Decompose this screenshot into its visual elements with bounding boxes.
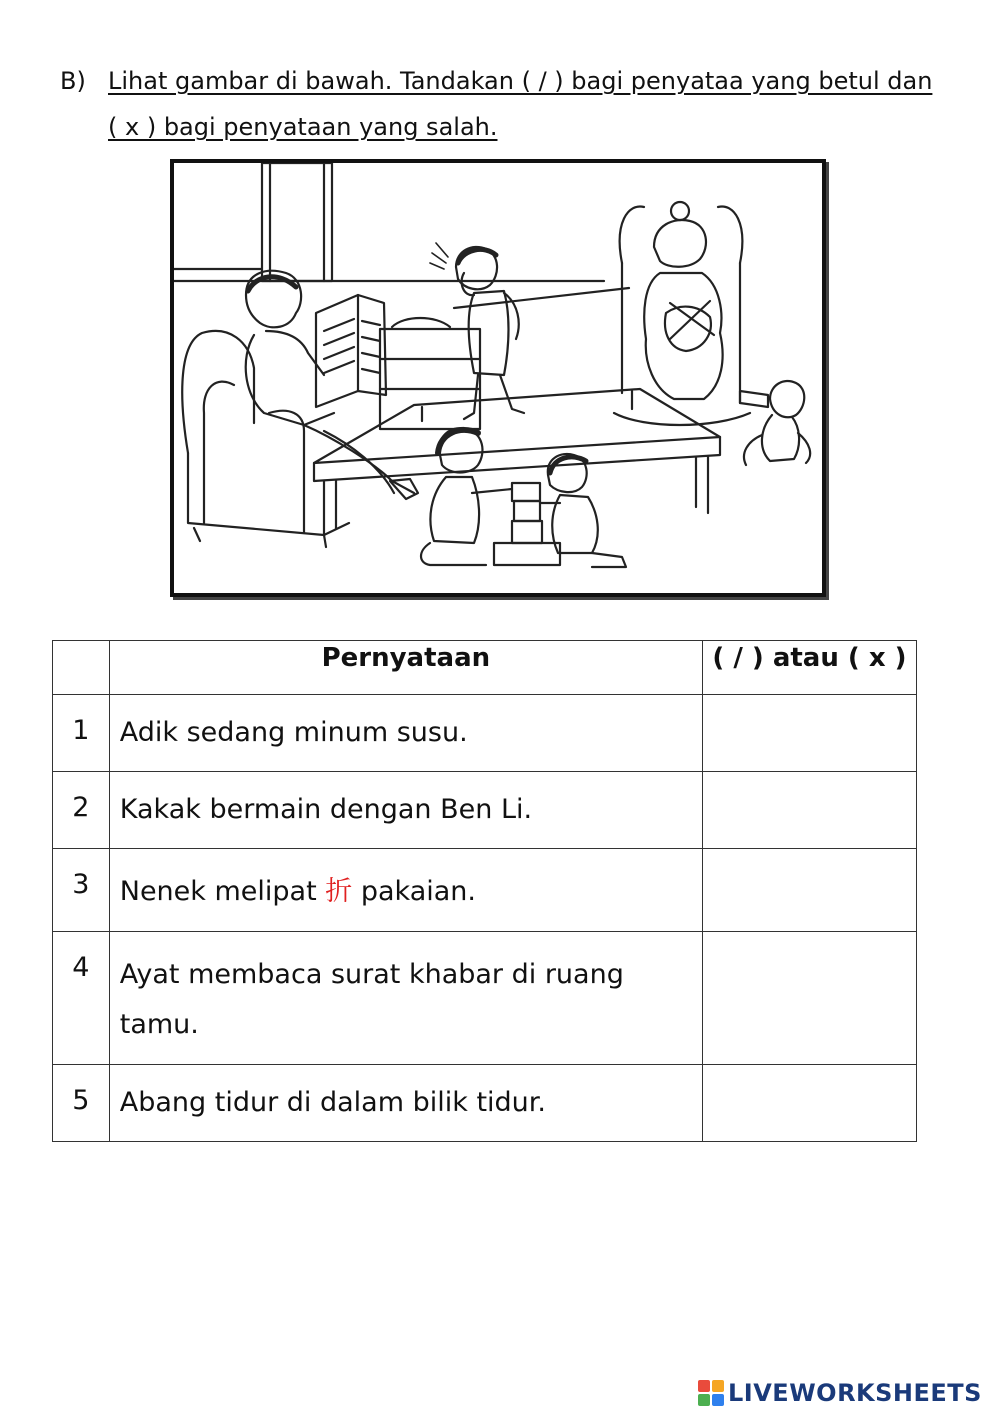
answer-cell[interactable] [702, 695, 916, 772]
row-number: 1 [53, 695, 110, 772]
row-number: 2 [53, 772, 110, 849]
header-number [53, 641, 110, 695]
row-number: 4 [53, 932, 110, 1065]
newspaper [316, 295, 386, 407]
row-statement: Abang tidur di dalam bilik tidur. [109, 1065, 702, 1142]
liveworksheets-branding [698, 1378, 982, 1408]
illustration-drawing [174, 163, 822, 593]
toy-blocks [494, 483, 560, 565]
side-table [380, 318, 480, 429]
row-statement [109, 849, 702, 932]
brand-name: LIVEWORKSHEETS [728, 1379, 982, 1407]
answer-cell[interactable] [702, 932, 916, 1065]
row-number: 3 [53, 849, 110, 932]
row-number: 5 [53, 1065, 110, 1142]
table-row [53, 695, 917, 772]
answer-cell[interactable] [702, 849, 916, 932]
header-statement: Pernyataan [109, 641, 702, 695]
table-row [53, 849, 917, 932]
statement-text-start: Nenek melipat [119, 876, 326, 907]
answer-cell[interactable] [702, 1065, 916, 1142]
chinese-translation: 折 [325, 876, 353, 907]
logo-square [698, 1380, 710, 1392]
table-row [53, 772, 917, 849]
sister-playing-blocks [421, 428, 512, 565]
statements-table [52, 640, 917, 1142]
answer-cell[interactable] [702, 772, 916, 849]
table-header-row [53, 641, 917, 695]
logo-square [712, 1380, 724, 1392]
logo-square [698, 1394, 710, 1406]
table-row [53, 932, 917, 1065]
liveworksheets-logo-icon [698, 1380, 724, 1406]
baby-drinking-milk [740, 381, 810, 465]
statement-text-end: pakaian. [352, 876, 476, 907]
window-frame [174, 163, 604, 281]
grandmother-knitting [614, 202, 750, 425]
young-brother-playing [540, 454, 626, 567]
row-statement: Ayat membaca surat khabar di ruang tamu. [109, 932, 702, 1065]
row-statement: Adik sedang minum susu. [109, 695, 702, 772]
family-living-room-illustration [170, 159, 826, 597]
row-statement: Kakak bermain dengan Ben Li. [109, 772, 702, 849]
logo-square [712, 1394, 724, 1406]
wall-floor-line [454, 288, 629, 308]
section-label: B) [60, 67, 86, 95]
header-answer: ( / ) atau ( x ) [702, 641, 916, 695]
instruction-text: Lihat gambar di bawah. Tandakan ( / ) bagi penyataa yang betul dan ( x ) bagi penyataan yang salah. [108, 67, 933, 141]
brother-on-phone [430, 243, 524, 419]
table-row [53, 1065, 917, 1142]
